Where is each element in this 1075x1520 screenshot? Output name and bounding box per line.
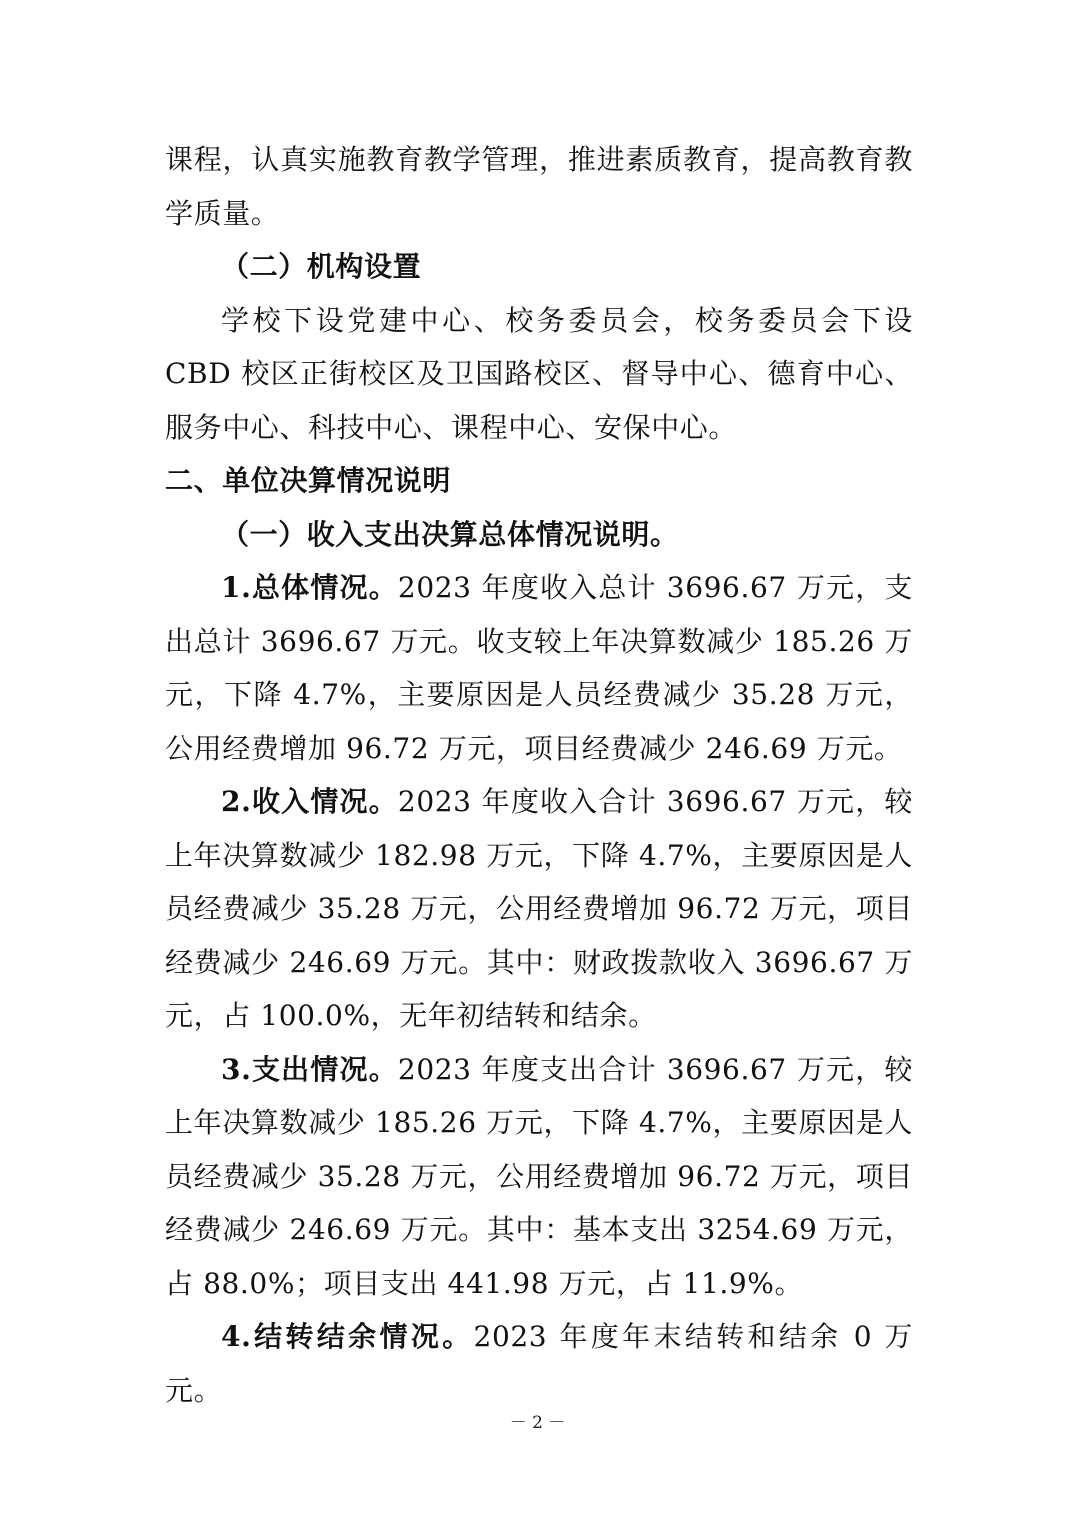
heading-organization: （二）机构设置 [221,250,422,283]
overall-text: 2023 年度收入总计 3696.67 万元，支出总计 3696.67 万元。收支较上年决算数减少 185.26 万元，下降 4.7%，主要原因是人员经费减少 35.28 万元，公用经费增加 96.72 万元，项目经费减少 246.69 万元。 [165,571,913,765]
page-number: － 2 － [509,1413,566,1433]
balance-text: 2023 年度年末结转和结余 0 万元。 [165,1320,913,1407]
balance-label: 4.结转结余情况。 [221,1320,474,1353]
income-text: 2023 年度收入合计 3696.67 万元，较上年决算数减少 182.98 万元，下降 4.7%，主要原因是人员经费减少 35.28 万元，公用经费增加 96.72 万元，项目经费减少 246.69 万元。其中：财政拨款收入 3696.67 万元，占 100.0%，无年初结转和结余。 [165,785,913,1032]
paragraph-income [165,775,913,1043]
paragraph-overall [165,561,913,775]
paragraph-course-quality: 课程，认真实施教育教学管理，推进素质教育，提高教育教学质量。 [165,143,913,230]
income-label: 2.收入情况。 [221,785,398,818]
paragraph-organization: 学校下设党建中心、校务委员会，校务委员会下设 CBD 校区正街校区及卫国路校区、督导中心、德育中心、服务中心、科技中心、课程中心、安保中心。 [165,303,913,444]
heading-section-2: 二、单位决算情况说明 [165,464,452,497]
expense-label: 3.支出情况。 [221,1052,398,1086]
paragraph-balance [165,1310,913,1417]
document-body [165,133,913,1417]
heading-income-expense-overview: （一）收入支出决算总体情况说明。 [221,517,679,551]
overall-label: 1.总体情况。 [221,571,398,604]
expense-text: 2023 年度支出合计 3696.67 万元，较上年决算数减少 185.26 万元，下降 4.7%，主要原因是人员经费减少 35.28 万元，公用经费增加 96.72 万元，项目经费减少 246.69 万元。其中：基本支出 3254.69 万元，占 88.0%；项目支出 441.98 万元，占 11.9%。 [165,1052,913,1300]
paragraph-expense [165,1043,913,1311]
